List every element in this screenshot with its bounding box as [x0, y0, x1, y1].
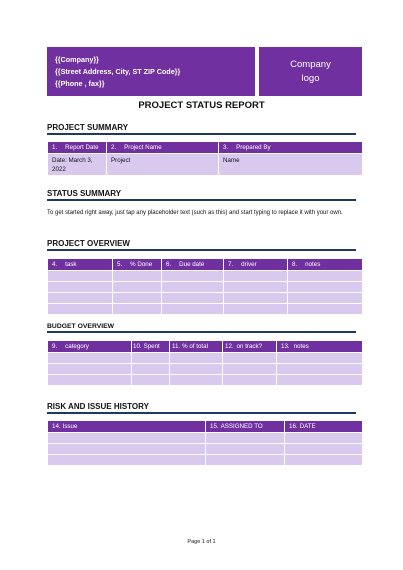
table-header-cell: 11. % of total: [170, 341, 223, 353]
table-header-cell: 5. % Done: [113, 259, 162, 271]
table-cell[interactable]: [170, 353, 223, 364]
table-header-cell: 3. Prepared By: [219, 142, 363, 154]
table-cell[interactable]: [48, 271, 113, 282]
table-cell[interactable]: [113, 293, 162, 304]
prepared-by-value[interactable]: Name: [219, 154, 363, 176]
table-header-cell: 14. Issue: [48, 421, 206, 433]
table-cell[interactable]: [224, 293, 288, 304]
table-cell[interactable]: [113, 282, 162, 293]
table-header-row: [48, 421, 363, 433]
table-cell[interactable]: [206, 444, 285, 455]
table-cell[interactable]: [288, 304, 363, 315]
table-header-cell: 6. Due date: [162, 259, 224, 271]
table-header-row: [48, 142, 363, 154]
table-header-cell: 7. driver: [224, 259, 288, 271]
table-row: [48, 353, 363, 364]
table-row: [48, 304, 363, 315]
project-name-value[interactable]: Project: [107, 154, 219, 176]
table-cell[interactable]: [224, 271, 288, 282]
table-cell[interactable]: [223, 353, 277, 364]
section-rule: [47, 249, 356, 251]
status-summary-heading: STATUS SUMMARY: [47, 189, 122, 198]
table-row: [48, 154, 363, 176]
table-header-cell: 4. task: [48, 259, 113, 271]
table-cell[interactable]: [285, 444, 363, 455]
logo-line-2: logo: [301, 73, 320, 84]
project-summary-table: [47, 141, 363, 176]
table-cell[interactable]: [288, 282, 363, 293]
table-row: [48, 455, 363, 466]
table-cell[interactable]: [285, 433, 363, 444]
table-row: [48, 375, 363, 386]
table-row: [48, 364, 363, 375]
table-cell[interactable]: [285, 455, 363, 466]
table-header-row: [48, 341, 363, 353]
table-cell[interactable]: [132, 375, 170, 386]
table-cell[interactable]: [223, 375, 277, 386]
project-overview-table: [47, 258, 363, 315]
table-cell[interactable]: [113, 304, 162, 315]
table-header-cell: 2. Project Name: [107, 142, 219, 154]
table-cell[interactable]: [223, 364, 277, 375]
table-header-cell: 10. Spent: [132, 341, 170, 353]
table-cell[interactable]: [48, 353, 132, 364]
status-summary-text[interactable]: To get started right away, just tap any placeholder text (such as this) and start typing to replace it with your own.: [47, 210, 343, 216]
project-summary-heading: PROJECT SUMMARY: [47, 123, 129, 132]
table-cell[interactable]: [48, 304, 113, 315]
table-cell[interactable]: [132, 353, 170, 364]
table-row: [48, 282, 363, 293]
table-row: [48, 293, 363, 304]
page-number: Page 1 of 1: [187, 539, 216, 545]
table-cell[interactable]: [48, 433, 206, 444]
table-cell[interactable]: [206, 433, 285, 444]
table-cell[interactable]: [206, 455, 285, 466]
section-rule: [47, 199, 356, 201]
logo-line-1: Company: [290, 59, 331, 70]
table-cell[interactable]: [162, 271, 224, 282]
company-address: {{Street Address, City, ST ZIP Code}}: [55, 67, 181, 76]
table-row: [48, 444, 363, 455]
table-cell[interactable]: [224, 282, 288, 293]
table-cell[interactable]: [48, 293, 113, 304]
budget-overview-table: [47, 340, 363, 386]
table-cell[interactable]: [162, 293, 224, 304]
table-cell[interactable]: [288, 293, 363, 304]
project-overview-heading: PROJECT OVERVIEW: [47, 239, 130, 248]
table-header-cell: 1. Report Date: [48, 142, 107, 154]
table-header-cell: 13. notes: [277, 341, 363, 353]
table-header-cell: 15. ASSIGNED TO: [206, 421, 285, 433]
table-header-cell: 12. on track?: [223, 341, 277, 353]
company-name: {{Company}}: [55, 55, 99, 64]
table-cell[interactable]: [162, 304, 224, 315]
table-cell[interactable]: [162, 282, 224, 293]
table-cell[interactable]: [48, 364, 132, 375]
table-cell[interactable]: [113, 271, 162, 282]
table-header-cell: 16. DATE: [285, 421, 363, 433]
table-row: [48, 271, 363, 282]
section-rule: [47, 412, 356, 414]
table-cell[interactable]: [277, 353, 363, 364]
company-phone: {{Phone , fax}}: [55, 79, 105, 88]
budget-overview-heading: BUDGET OVERVIEW: [47, 323, 115, 330]
table-cell[interactable]: [48, 455, 206, 466]
section-rule: [47, 331, 356, 333]
table-row: [48, 433, 363, 444]
company-logo-block: [259, 47, 362, 96]
risk-history-table: [47, 420, 363, 466]
table-cell[interactable]: [170, 364, 223, 375]
table-header-cell: 8. notes: [288, 259, 363, 271]
table-cell[interactable]: [277, 364, 363, 375]
report-title: PROJECT STATUS REPORT: [138, 100, 265, 111]
table-cell[interactable]: [132, 364, 170, 375]
table-cell[interactable]: [48, 375, 132, 386]
table-cell[interactable]: [48, 282, 113, 293]
section-rule: [47, 133, 356, 135]
table-cell[interactable]: [170, 375, 223, 386]
table-cell[interactable]: [224, 304, 288, 315]
table-header-cell: 9. category: [48, 341, 132, 353]
table-cell[interactable]: [48, 444, 206, 455]
table-cell[interactable]: [288, 271, 363, 282]
company-info-block: [47, 47, 255, 96]
table-header-row: [48, 259, 363, 271]
risk-history-heading: RISK AND ISSUE HISTORY: [47, 402, 149, 411]
table-cell[interactable]: [277, 375, 363, 386]
report-date-value[interactable]: Date: March 3, 2022: [48, 154, 107, 176]
